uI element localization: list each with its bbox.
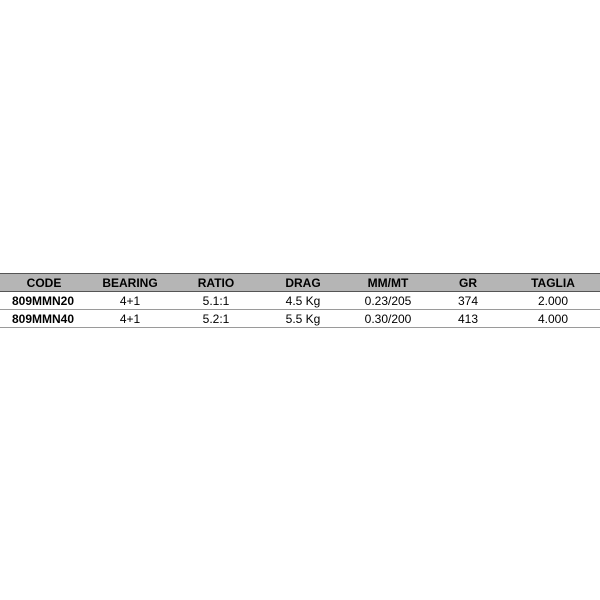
cell-mmmt: 0.30/200 [364,311,412,326]
spec-table [0,273,600,328]
cell-ratio: 5.2:1 [202,311,230,326]
header-ratio: RATIO [197,275,235,290]
header-bearing: BEARING [102,275,158,290]
table-header-row [0,273,600,292]
header-taglia: TAGLIA [531,275,575,290]
table-row [0,292,600,310]
cell-code: 809MMN40 [12,311,75,326]
cell-taglia: 4.000 [537,311,569,326]
header-drag: DRAG [285,275,321,290]
header-mmmt: MM/MT [367,275,409,290]
header-code: CODE [26,275,62,290]
header-gr: GR [459,275,477,290]
cell-ratio: 5.1:1 [202,293,230,308]
cell-code: 809MMN20 [12,293,75,308]
cell-bearing: 4+1 [119,311,141,326]
cell-bearing: 4+1 [119,293,141,308]
cell-mmmt: 0.23/205 [364,293,412,308]
cell-taglia: 2.000 [537,293,569,308]
cell-drag: 4.5 Kg [285,293,321,308]
cell-gr: 413 [457,311,479,326]
cell-drag: 5.5 Kg [285,311,321,326]
table-row [0,310,600,328]
cell-gr: 374 [457,293,479,308]
